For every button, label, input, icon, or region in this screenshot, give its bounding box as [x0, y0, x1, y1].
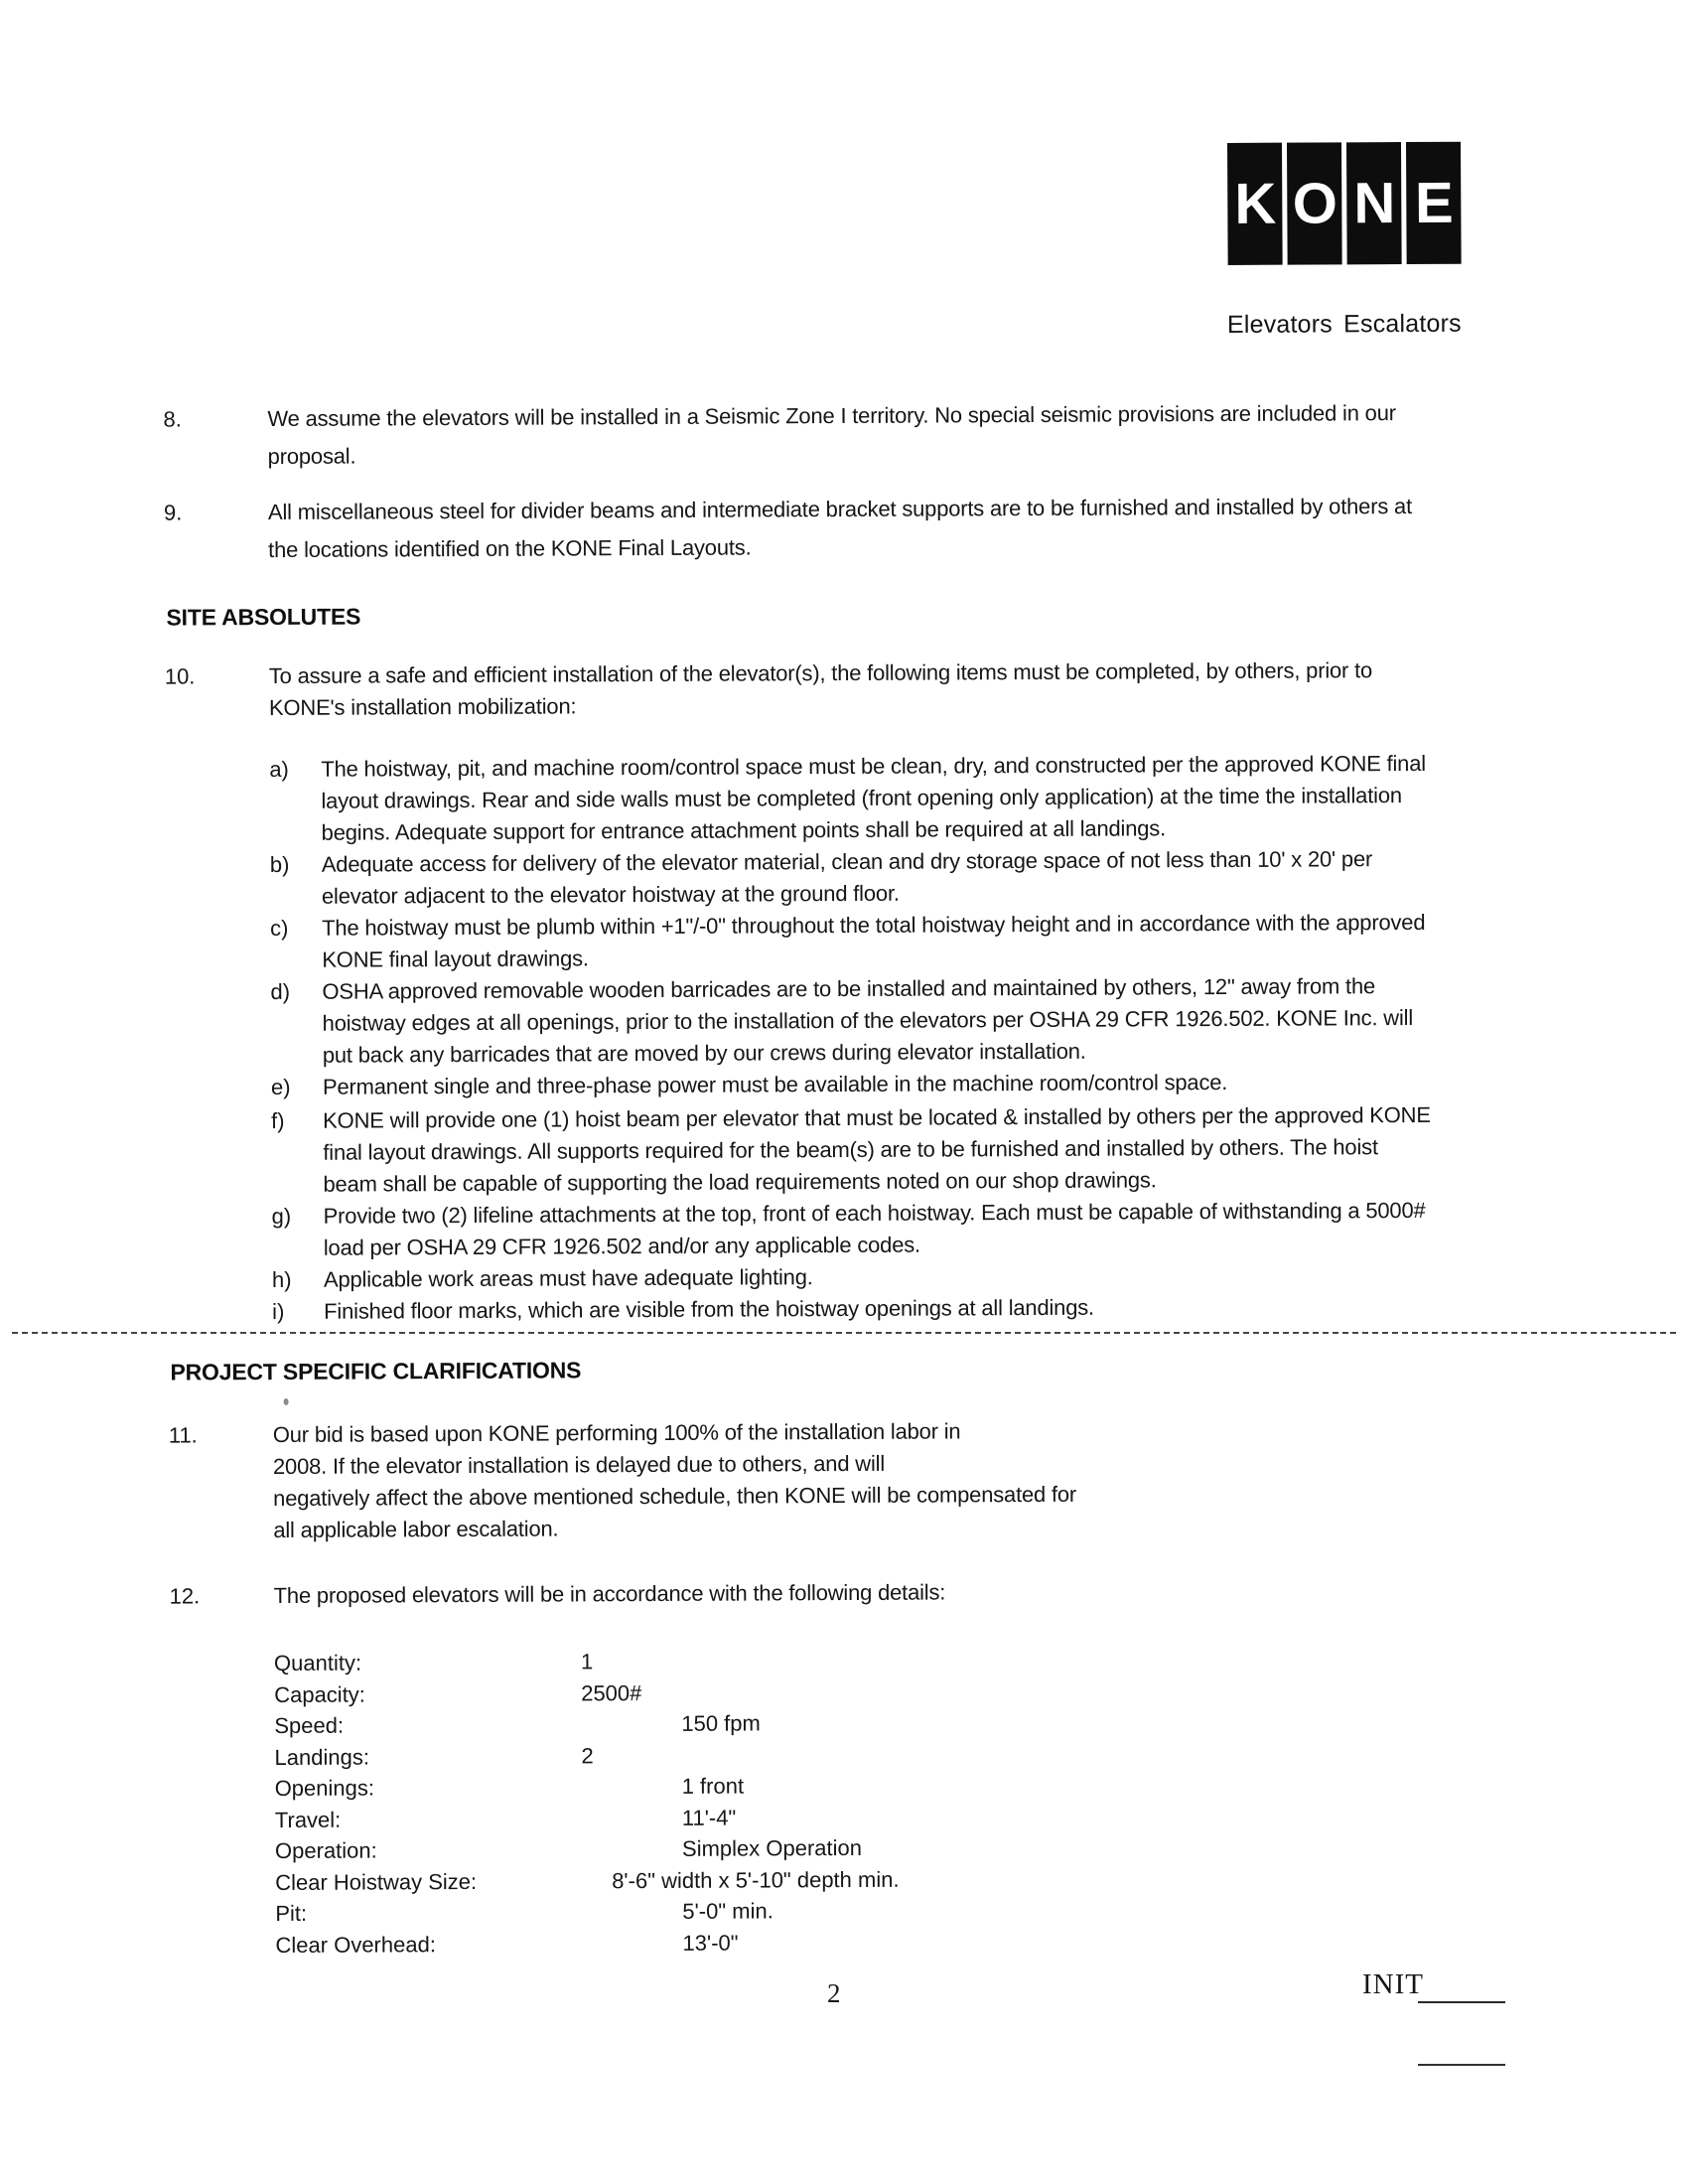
sub-item-text: Permanent single and three-phase power must be available in the machine room/control space. — [322, 1069, 1228, 1099]
item-text: To assure a safe and efficient installation of the elevator(s), the following items must be completed, by others, prior to KONE's installation mobilization: — [268, 657, 1373, 721]
item-text: All miscellaneous steel for divider beams and intermediate bracket supports are to be furnished and installed by others at the locations identified on the KONE Final Layouts. — [267, 493, 1413, 563]
sub-item-text: Provide two (2) lifeline attachments at the top, front of each hoistway. Each must be capable of withstanding a 5000# load per OSHA 29 CFR 1926.502 and/or any applicable codes. — [323, 1197, 1426, 1260]
item-number: 8. — [163, 406, 182, 432]
sub-item-letter: e) — [270, 1074, 291, 1100]
sub-item-letter: a) — [269, 756, 289, 783]
init-label: INIT — [1362, 1968, 1424, 2000]
scan-dot-artifact — [284, 1398, 289, 1405]
detail-value: 11'-4" — [681, 1805, 737, 1830]
list-item-10 — [0, 654, 1686, 721]
kone-logo-letter-n: N — [1346, 142, 1402, 264]
detail-label: Openings: — [274, 1775, 375, 1802]
sub-item-text: The hoistway, pit, and machine room/control space must be clean, dry, and constructed per the approved KONE final layout drawings. Rear and side walls must be completed (front opening only application) at the time the installation begins. Adequate support for entrance attachment points shall be required at all landings. — [321, 750, 1426, 845]
section-heading-site-absolutes: SITE ABSOLUTES — [166, 603, 361, 631]
sub-item-letter: b) — [269, 851, 290, 878]
detail-label: Speed: — [274, 1712, 345, 1739]
list-item-12 — [3, 1573, 1688, 1609]
elevator-details-table — [274, 1642, 1368, 1961]
detail-value: 150 fpm — [681, 1710, 761, 1736]
signature-blank-line — [1418, 2064, 1505, 2066]
page-number: 2 — [827, 1978, 841, 2008]
sub-item-letter: c) — [270, 915, 289, 942]
item-number: 11. — [168, 1422, 198, 1448]
detail-label: Landings: — [274, 1744, 369, 1770]
sub-item-a — [269, 747, 1520, 845]
detail-value: 2 — [581, 1742, 594, 1768]
item-number: 12. — [169, 1583, 201, 1609]
sub-item-text: Applicable work areas must have adequate lighting. — [323, 1264, 813, 1292]
detail-label: Pit: — [275, 1900, 308, 1927]
sub-item-letter: d) — [270, 978, 291, 1005]
sub-item-letter: g) — [271, 1203, 292, 1230]
kone-logo-letter-o: O — [1287, 142, 1342, 264]
detail-label: Capacity: — [274, 1681, 365, 1707]
sub-item-text: OSHA approved removable wooden barricades are to be installed and maintained by others, 12" away from the hoistway edges at all openings, prior to the installation of the elevators per OSHA 29 CFR 1926.502. KONE Inc. will put back any barricades that are moved by our crews during elevator installation. — [322, 973, 1414, 1068]
detail-label: Travel: — [274, 1807, 342, 1832]
item-number: 9. — [163, 500, 183, 525]
detail-label: Operation: — [274, 1837, 377, 1864]
sub-item-text: Finished floor marks, which are visible from the hoistway openings at all landings. — [324, 1294, 1094, 1324]
kone-logo — [1227, 142, 1462, 265]
list-item-11 — [2, 1412, 1688, 1543]
detail-value: 2500# — [581, 1679, 642, 1705]
detail-label: Clear Hoistway Size: — [275, 1868, 478, 1895]
kone-logo-letter-e: E — [1406, 142, 1462, 264]
detail-value: Simplex Operation — [681, 1834, 863, 1861]
item-text: We assume the elevators will be installed in a Seismic Zone I territory. No special seismic provisions are included in our proposal. — [267, 400, 1396, 470]
item-text: The proposed elevators will be in accordance with the following details: — [273, 1579, 946, 1609]
sub-item-text: Adequate access for delivery of the elevator material, clean and dry storage space of not less than 10' x 20' per elevator adjacent to the elevator hoistway at the ground floor. — [321, 846, 1373, 909]
sub-item-text: KONE will provide one (1) hoist beam per elevator that must be located & installed by others per the approved KONE final layout drawings. All supports required for the beam(s) are to be furnished and installed by others. The hoist beam shall be capable of supporting the load requirements noted on our shop drawings. — [323, 1101, 1431, 1197]
list-item-8 — [0, 393, 1684, 470]
list-item-9 — [0, 487, 1685, 563]
detail-label: Clear Overhead: — [275, 1931, 436, 1958]
detail-value: 13'-0" — [682, 1930, 739, 1956]
item-text: Our bid is based upon KONE performing 100% of the installation labor in 2008. If the elevator installation is delayed due to others, and will negatively affect the above mentioned schedule, then KONE will be compensated for all applicable labor escalation. — [272, 1418, 1077, 1543]
sub-item-letter: i) — [272, 1298, 285, 1325]
detail-label: Quantity: — [273, 1650, 362, 1676]
detail-value: 1 front — [681, 1773, 745, 1799]
detail-value: 1 — [580, 1649, 594, 1674]
section-heading-project-specific: PROJECT SPECIFIC CLARIFICATIONS — [170, 1357, 582, 1385]
init-blank-line — [1418, 2001, 1505, 2003]
detail-value: 5'-0" min. — [682, 1898, 774, 1924]
dashed-separator-line — [12, 1332, 1676, 1334]
sub-item-text: The hoistway must be plumb within +1"/-0" throughout the total hoistway height and in accordance with the approved KONE final layout drawings. — [322, 909, 1426, 972]
detail-row — [275, 1924, 1367, 1961]
sub-item-letter: h) — [271, 1266, 292, 1293]
kone-logo-letter-k: K — [1227, 143, 1283, 265]
logo-tagline: Elevators Escalators — [1226, 309, 1462, 339]
item-number: 10. — [164, 663, 196, 689]
detail-value: 8'-6" width x 5'-10" depth min. — [612, 1866, 900, 1893]
sub-item-letter: f) — [271, 1107, 285, 1134]
